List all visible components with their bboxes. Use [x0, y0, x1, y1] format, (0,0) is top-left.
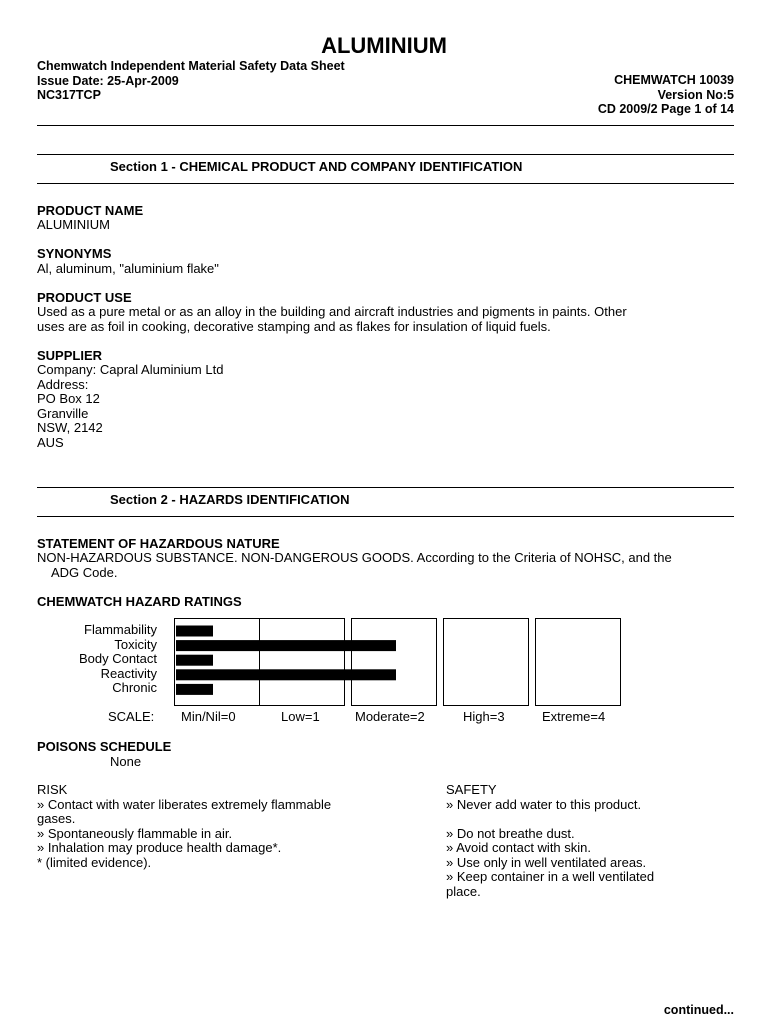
supplier-line: Company: Capral Aluminium Ltd	[37, 362, 224, 377]
product-name-heading: PRODUCT NAME	[37, 203, 144, 218]
statement-heading: STATEMENT OF HAZARDOUS NATURE	[37, 536, 280, 551]
product-use-heading: PRODUCT USE	[37, 290, 132, 305]
document-subtitle: Chemwatch Independent Material Safety Data Sheet	[37, 59, 345, 73]
safety-line: » Never add water to this product.	[446, 796, 642, 812]
category-label: Chronic	[112, 680, 157, 696]
synonyms-value: Al, aluminum, "aluminium flake"	[37, 261, 219, 276]
safety-line: place.	[446, 883, 481, 899]
scale-label-1: Low=1	[281, 709, 320, 724]
supplier-line: AUS	[37, 434, 64, 450]
category-label: Toxicity	[114, 636, 157, 652]
product-use-line: uses are as foil in cooking, decorative stamping and as flakes for insulation of liquid fuels.	[37, 318, 551, 334]
scale-box-4	[536, 619, 621, 706]
poisons-schedule-value: None	[110, 754, 142, 769]
rating-bar-toxicity	[176, 640, 396, 651]
category-label: Flammability	[84, 622, 157, 637]
safety-heading: SAFETY	[446, 782, 497, 797]
scale-box-2	[352, 619, 437, 706]
scale-label-2: Moderate=2	[355, 709, 425, 724]
safety-line: » Do not breathe dust.	[446, 825, 575, 841]
safety-line: » Keep container in a well ventilated	[446, 869, 655, 884]
scale-boxes	[175, 619, 621, 706]
hazard-ratings-heading: CHEMWATCH HAZARD RATINGS	[37, 594, 242, 609]
safety-line: » Use only in well ventilated areas.	[446, 854, 647, 870]
scale-label-4: Extreme=4	[542, 709, 606, 724]
page-info: CD 2009/2 Page 1 of 14	[597, 102, 734, 116]
issue-date: Issue Date: 25-Apr-2009	[37, 73, 179, 88]
supplier-heading: SUPPLIER	[37, 348, 103, 363]
supplier-line: PO Box 12	[37, 391, 100, 406]
statement-line: NON-HAZARDOUS SUBSTANCE. NON-DANGEROUS GOODS. According to the Criteria of NOHSC, and the	[37, 550, 672, 565]
continued-note: continued...	[663, 1003, 734, 1017]
section2-title: Section 2 - HAZARDS IDENTIFICATION	[110, 492, 350, 507]
safety-line-spacer	[446, 812, 654, 827]
rating-bar-flammability	[176, 626, 213, 637]
supplier-line: Granville	[37, 405, 89, 421]
section1-title: Section 1 - CHEMICAL PRODUCT AND COMPANY IDENTIFICATION	[110, 159, 523, 174]
product-use-line: Used as a pure metal or as an alloy in the building and aircraft industries and pigments in paints. Other	[37, 304, 627, 319]
document-title: ALUMINIUM	[321, 33, 447, 58]
scale-prefix: SCALE:	[108, 709, 155, 724]
risk-line: * (limited evidence).	[37, 854, 152, 870]
risk-line: » Contact with water liberates extremely flammable	[37, 796, 332, 812]
rating-bar-chronic	[176, 684, 213, 695]
safety-column	[446, 783, 654, 899]
synonyms-heading: SYNONYMS	[37, 246, 112, 261]
poisons-schedule-heading: POISONS SCHEDULE	[37, 739, 172, 754]
supplier-line: NSW, 2142	[37, 420, 103, 435]
safety-line: » Avoid contact with skin.	[446, 840, 592, 855]
product-name-value: ALUMINIUM	[37, 217, 110, 232]
risk-line: gases.	[37, 811, 76, 826]
scale-box-3	[444, 619, 529, 706]
risk-line: » Inhalation may produce health damage*.	[37, 840, 282, 855]
scale-label-3: High=3	[463, 709, 505, 724]
scale-box-1	[260, 619, 345, 706]
risk-line: » Spontaneously flammable in air.	[37, 825, 233, 841]
chemwatch-number: CHEMWATCH 10039	[614, 73, 734, 87]
statement-line: ADG Code.	[51, 564, 118, 580]
risk-column	[37, 783, 331, 870]
supplier-line: Address:	[37, 376, 89, 392]
category-label: Body Contact	[78, 651, 157, 667]
scale-label-0: Min/Nil=0	[181, 709, 236, 724]
rating-bar-body-contact	[176, 655, 213, 666]
category-label: Reactivity	[100, 665, 157, 681]
version-number: Version No:5	[657, 87, 734, 102]
rating-bar-reactivity	[176, 669, 396, 680]
document-code: NC317TCP	[37, 88, 101, 102]
rating-bars	[176, 626, 396, 695]
risk-heading: RISK	[37, 782, 68, 797]
